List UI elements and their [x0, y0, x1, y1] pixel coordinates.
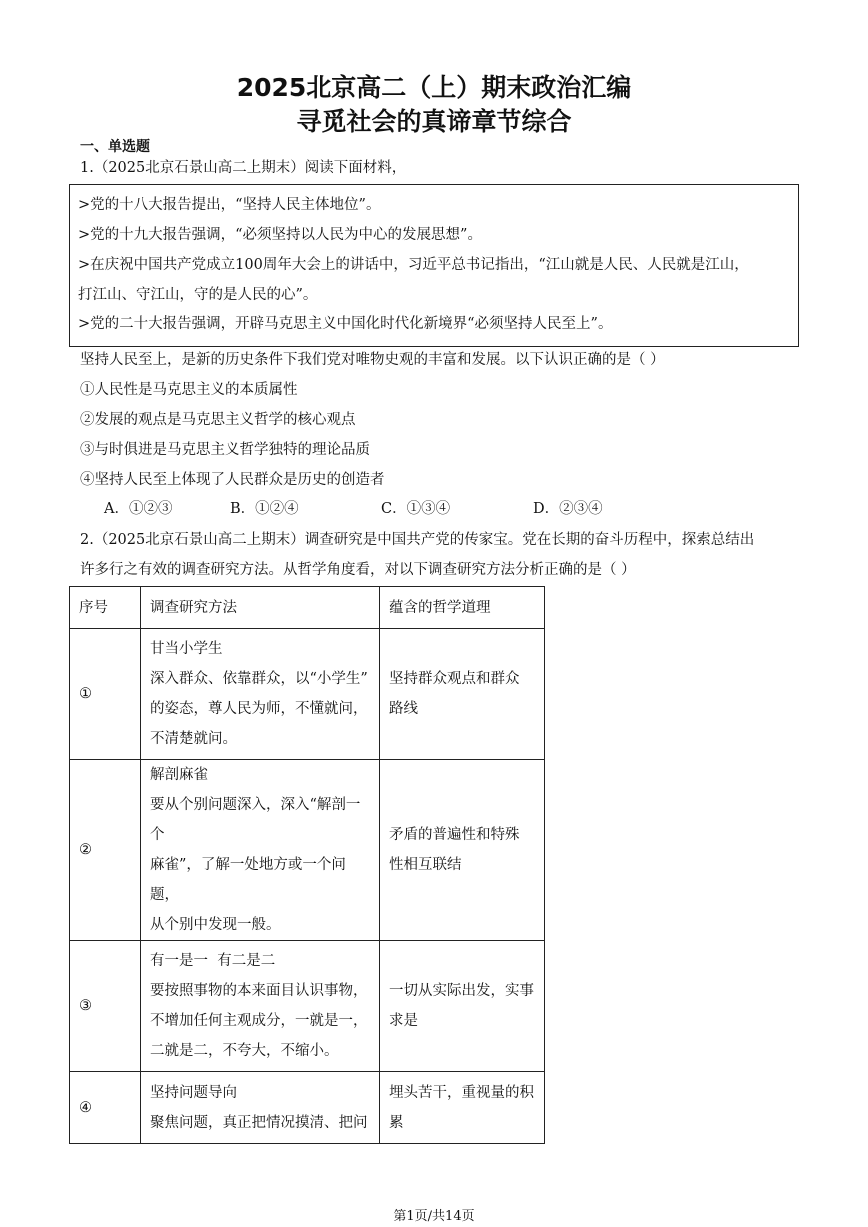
cell-line: 有一是一 有二是二 [150, 953, 276, 969]
table-header-row [70, 587, 545, 629]
option-a[interactable]: A．①②③ [104, 501, 173, 517]
statement-3: ③与时俱进是马克思主义哲学独特的理论品质 [80, 442, 370, 458]
principle-cell [380, 941, 545, 1072]
cell-line: 性相互联结 [389, 857, 462, 873]
cell-line: 聚焦问题，真正把情况摸清、把问 [150, 1114, 368, 1131]
cell-line: 坚持群众观点和群众 [389, 671, 520, 687]
cell-line: 解剖麻雀 [150, 767, 208, 783]
principle-cell [380, 760, 545, 941]
header-cell: 调查研究方法 [141, 587, 380, 629]
question-2-line2: 许多行之有效的调查研究方法。从哲学角度看，对以下调查研究方法分析正确的是（ ） [80, 562, 636, 578]
cell-line: 甘当小学生 [150, 641, 223, 657]
cell-line: 路线 [389, 701, 418, 717]
question-2-line1: 2.（2025北京石景山高二上期末）调查研究是中国共产党的传家宝。党在长期的奋斗历程中，探索总结出 [80, 532, 755, 548]
row-number: ① [70, 629, 141, 760]
document-subtitle: 寻觅社会的真谛章节综合 [296, 107, 572, 136]
cell-line: 一切从实际出发，实事 [389, 983, 534, 999]
material-line: >党的二十大报告强调，开辟马克思主义中国化时代化新境界“必须坚持人民至上”。 [78, 316, 613, 332]
option-d[interactable]: D．②③④ [533, 501, 603, 517]
cell-line: 深入群众、依靠群众，以“小学生” [150, 671, 368, 687]
survey-methods-table [69, 586, 545, 1144]
row-number: ② [70, 760, 141, 941]
material-line: >在庆祝中国共产党成立100周年大会上的讲话中，习近平总书记指出，“江山就是人民、人民就是江山， [78, 257, 749, 273]
statement-4: ④坚持人民至上体现了人民群众是历史的创造者 [80, 472, 385, 488]
cell-line: 累 [389, 1114, 404, 1131]
section-heading: 一、单选题 [80, 139, 150, 155]
table-row [70, 1072, 545, 1144]
cell-line: 矛盾的普遍性和特殊 [389, 827, 520, 843]
statement-2: ②发展的观点是马克思主义哲学的核心观点 [80, 412, 356, 428]
option-c[interactable]: C．①③④ [381, 501, 451, 517]
row-number: ④ [70, 1072, 141, 1144]
option-b[interactable]: B．①②④ [230, 501, 299, 517]
cell-line: 埋头苦干，重视量的积 [389, 1084, 534, 1101]
cell-line: 要按照事物的本来面目认识事物， [150, 983, 368, 999]
statement-1: ①人民性是马克思主义的本质属性 [80, 382, 298, 398]
cell-line: 二就是二，不夸大，不缩小。 [150, 1043, 339, 1059]
method-cell [141, 941, 380, 1072]
table-row [70, 629, 545, 760]
method-cell [141, 760, 380, 941]
material-box [69, 184, 799, 347]
document-title: 2025北京高二（上）期末政治汇编 [236, 73, 632, 102]
header-cell: 蕴含的哲学道理 [380, 587, 545, 629]
question-1-stem: 坚持人民至上，是新的历史条件下我们党对唯物史观的丰富和发展。以下认识正确的是（ ） [80, 352, 665, 368]
table-row [70, 941, 545, 1072]
row-number: ③ [70, 941, 141, 1072]
cell-line: 从个别中发现一般。 [150, 917, 281, 933]
method-cell [141, 629, 380, 760]
cell-line: 的姿态，尊人民为师，不懂就问， [150, 701, 368, 717]
material-line: >党的十八大报告提出，“坚持人民主体地位”。 [78, 197, 381, 213]
cell-line: 求是 [389, 1013, 418, 1029]
table-row [70, 760, 545, 941]
header-cell: 序号 [70, 587, 141, 629]
principle-cell [380, 629, 545, 760]
principle-cell [380, 1072, 545, 1144]
page-footer: 第1页/共14页 [393, 1209, 475, 1224]
cell-line: 要从个别问题深入，深入“解剖一个 [150, 797, 361, 843]
cell-line: 坚持问题导向 [150, 1084, 237, 1101]
cell-line: 不增加任何主观成分，一就是一， [150, 1013, 368, 1029]
question-1-intro: 1.（2025北京石景山高二上期末）阅读下面材料， [80, 160, 407, 176]
material-line: 打江山、守江山，守的是人民的心”。 [78, 287, 318, 303]
method-cell [141, 1072, 380, 1144]
cell-line: 不清楚就问。 [150, 731, 237, 747]
cell-line: 麻雀”，了解一处地方或一个问题， [150, 857, 346, 903]
material-line: >党的十九大报告强调，“必须坚持以人民为中心的发展思想”。 [78, 227, 482, 243]
